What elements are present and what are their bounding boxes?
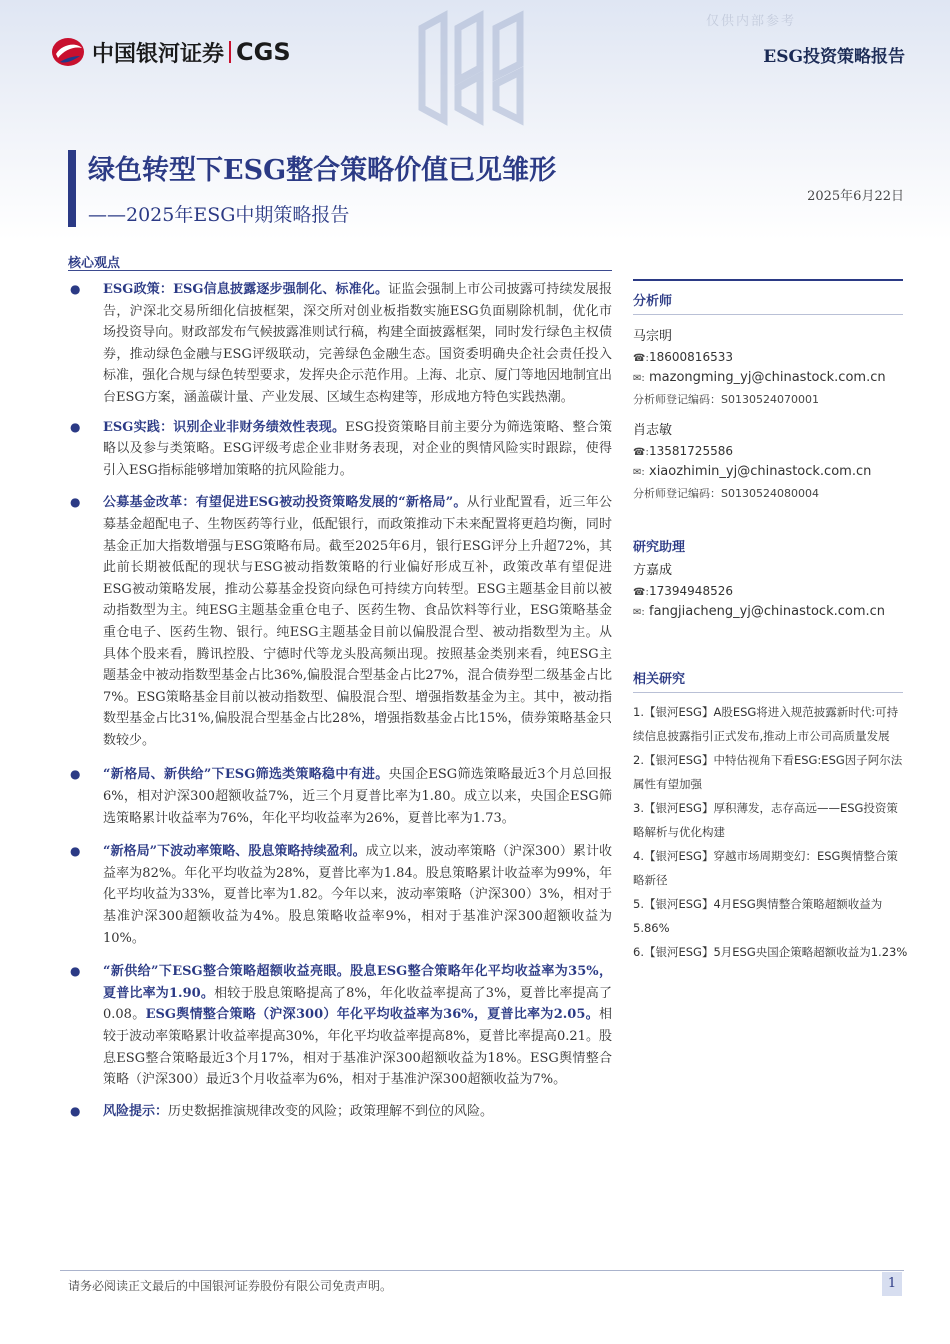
bullet-text: 从行业配置看，近三年公募基金超配电子、生物医药等行业，低配银行，而政策推动下未来配置将更趋均衡，同时基金正加大指数增强与ESG策略布局。截至2025年6月，银行ESG评分上升超72%，其此前长期被低配的现状与ESG被动指数策略的行业偏好形成互补，政策改革有望促进ESG被动策略发展，推动公募基金投资向绿色可持续方向转型。ESG主题基金目前以被动指数型为主。纯ESG主题基金重仓电子、医药生物、食品饮料等行业，ESG策略基金重仓电子、医药生物、银行。纯ESG主题基金目前以偏股混合型、被动指数型为主。从具体个股来看，腾讯控股、宁德时代等龙头股高频出现。按照基金类别来看，纯ESG主题基金中被动指数型基金占比36%,偏股混合型基金占比27%，混合债券型二级基金占比7%。ESG策略基金目前以被动指数型、偏股混合型、增强指数基金为主。其中，被动指数型基金占比31%,偏股混合型基金占比28%，增强指数基金占比15%，债券策略基金只数较少。 xyxy=(103,495,612,748)
phone-icon: ☎: xyxy=(633,447,649,458)
related-research-list xyxy=(633,701,909,965)
footer-divider xyxy=(60,1270,904,1271)
list-item xyxy=(68,841,612,949)
report-date: 2025年6月22日 xyxy=(807,189,904,204)
phone-number: 13581725586 xyxy=(649,444,733,458)
phone-row xyxy=(633,444,903,458)
list-item xyxy=(68,764,612,829)
related-research-item[interactable]: 3.【银河ESG】厚积薄发，志存高远——ESG投资策略解析与优化构建 xyxy=(633,801,898,839)
bullet-text-2: 相较于波动率策略累计收益率提高30%，年化平均收益率提高8%，夏普比率提高0.21。股息ESG整合策略最近3个月17%，相对于基准沪深300超额收益为18%。ESG舆情整合策略（沪深300）最近3个月收益率为6%，相对于基准沪深300超额收益为7%。 xyxy=(103,1007,612,1088)
list-item xyxy=(68,417,612,482)
phone-icon: ☎: xyxy=(633,353,649,364)
analyst-card xyxy=(633,325,903,407)
related-research-item[interactable]: 5.【银河ESG】4月ESG舆情整合策略超额收益为5.86% xyxy=(633,897,883,935)
phone-row xyxy=(633,350,903,364)
report-subtitle: ——2025年ESG中期策略报告 xyxy=(88,204,350,226)
report-type: ESG投资策略报告 xyxy=(763,47,905,67)
related-research-item[interactable]: 4.【银河ESG】穿越市场周期变幻：ESG舆情整合策略新径 xyxy=(633,849,898,887)
list-item xyxy=(68,279,612,409)
cgs-watermark-graphic xyxy=(412,8,540,128)
bullet-text: 证监会强制上市公司披露可持续发展报告，沪深北交易所细化信披框架，深交所对创业板指数实施ESG负面剔除机制，优化市场投资导向。财政部发布气候披露准则试行稿，构建全面披露框架，同时发行绿色主权债券，推动绿色金融与ESG评级联动，完善绿色金融生态。国资委明确央企社会责任投入标准，强化合规与绿色转型要求，发挥央企示范作用。上海、北京、厦门等地因地制宜出台ESG方案，涵盖碳计量、产业发展、区域生态构建等，形成地方特色实践热潮。 xyxy=(103,282,612,405)
phone-row xyxy=(633,584,903,598)
bullet-heading: ESG实践：识别企业非财务绩效性表现。 xyxy=(103,419,346,435)
phone-number: 18600816533 xyxy=(649,350,733,364)
email-row[interactable] xyxy=(633,604,903,619)
registration-code: 分析师登记编码：S0130524080004 xyxy=(633,487,819,500)
related-research-heading: 相关研究 xyxy=(633,659,903,693)
bullet-heading: 公募基金改革：有望促进ESG被动投资策略发展的“新格局”。 xyxy=(103,495,467,511)
logo-chinese-name: 中国银河证券 xyxy=(92,41,225,67)
page-number: 1 xyxy=(882,1272,902,1296)
galaxy-logo-icon xyxy=(50,36,86,68)
list-item xyxy=(68,961,612,1091)
logo-divider xyxy=(229,41,231,63)
phone-icon: ☎: xyxy=(633,587,649,598)
bullet-heading: “新格局、新供给”下ESG筛选类策略稳中有进。 xyxy=(103,767,389,783)
analyst-card xyxy=(633,419,903,501)
core-view-divider xyxy=(68,270,612,271)
analyst-name: 肖志敏 xyxy=(633,423,673,438)
bullet-text: 历史数据推演规律改变的风险；政策理解不到位的风险。 xyxy=(168,1103,494,1119)
assistant-card xyxy=(633,559,903,619)
related-research-item[interactable]: 6.【银河ESG】5月ESG央国企策略超额收益为1.23% xyxy=(633,945,908,959)
bullet-heading-2: ESG舆情整合策略（沪深300）年化平均收益率为36%，夏普比率为2.05。 xyxy=(145,1007,599,1023)
list-item xyxy=(68,1101,612,1123)
mail-icon: ✉: xyxy=(633,607,645,618)
email-row[interactable] xyxy=(633,370,903,385)
title-accent-bar xyxy=(68,150,76,227)
bullet-icon: ● xyxy=(70,282,81,296)
core-view-label: 核心观点 xyxy=(68,256,121,271)
logo-english-name: CGS xyxy=(236,38,291,66)
email-address[interactable]: fangjiacheng_yj@chinastock.com.cn xyxy=(649,604,886,619)
mail-icon: ✉: xyxy=(633,373,645,384)
email-row[interactable] xyxy=(633,464,903,479)
registration-code: 分析师登记编码：S0130524070001 xyxy=(633,393,819,406)
email-address[interactable]: xiaozhimin_yj@chinastock.com.cn xyxy=(649,464,872,479)
list-item xyxy=(68,492,612,751)
bullet-text: 成立以来，波动率策略（沪深300）累计收益率为82%。年化平均收益为28%，夏普比率为1.84。股息策略累计收益率为99%，年化平均收益为33%，夏普比率为1.82。今年以来，波动率策略（沪深300）3%，相对于基准沪深300超额收益为4%。股息策略收益率9%，相对于基准沪深300超额收益为10%。 xyxy=(103,844,612,946)
bullet-heading: “新格局”下波动率策略、股息策略持续盈利。 xyxy=(103,844,366,860)
bullet-text: 相较于股息策略提高了8%，年化收益率提高了3%，夏普比率提高了0.08。 xyxy=(103,985,612,1023)
phone-number: 17394948526 xyxy=(649,584,733,598)
analyst-heading: 分析师 xyxy=(633,279,903,315)
core-view-list xyxy=(68,279,612,1122)
watermark-text: 仅供内部参考 xyxy=(706,14,797,29)
company-logo xyxy=(50,36,291,68)
footer-disclaimer: 请务必阅读正文最后的中国银河证券股份有限公司免责声明。 xyxy=(68,1279,393,1293)
bullet-icon: ● xyxy=(70,419,81,434)
analyst-name: 马宗明 xyxy=(633,329,673,344)
bullet-icon: ● xyxy=(70,1103,81,1118)
bullet-icon: ● xyxy=(70,844,81,859)
bullet-icon: ● xyxy=(70,767,81,782)
bullet-heading: 风险提示： xyxy=(103,1103,169,1119)
bullet-heading: “新供给”下ESG整合策略超额收益亮眼。股息ESG整合策略年化平均收益率为35%，夏普比率为1.90。 xyxy=(103,964,612,1001)
mail-icon: ✉: xyxy=(633,467,645,478)
bullet-icon: ● xyxy=(70,964,81,979)
assistant-heading: 研究助理 xyxy=(633,540,686,555)
email-address[interactable]: mazongming_yj@chinastock.com.cn xyxy=(649,370,886,385)
report-title: 绿色转型下ESG整合策略价值已见雏形 xyxy=(88,155,557,186)
bullet-icon: ● xyxy=(70,495,81,510)
bullet-text: 央国企ESG筛选策略最近3个月总回报6%，相对沪深300超额收益7%，近三个月夏普比率为1.80。成立以来，央国企ESG筛选策略累计收益率为76%，年化平均收益率为26%，夏普比率为1.73。 xyxy=(103,767,612,826)
bullet-text: ESG投资策略目前主要分为筛选策略、整合策略以及参与类策略。ESG评级考虑企业非财务表现，对企业的舆情风险实时跟踪，使得引入ESG指标能够增加策略的抗风险能力。 xyxy=(103,419,613,478)
assistant-name: 方嘉成 xyxy=(633,563,673,578)
related-research-item[interactable]: 2.【银河ESG】中特估视角下看ESG:ESG因子阿尔法属性有望加强 xyxy=(633,753,903,791)
sidebar xyxy=(633,279,908,966)
related-research-item[interactable]: 1.【银河ESG】A股ESG将进入规范披露新时代:可持续信息披露指引正式发布,推动上市公司高质量发展 xyxy=(633,705,899,743)
bullet-heading: ESG政策：ESG信息披露逐步强制化、标准化。 xyxy=(103,282,389,297)
